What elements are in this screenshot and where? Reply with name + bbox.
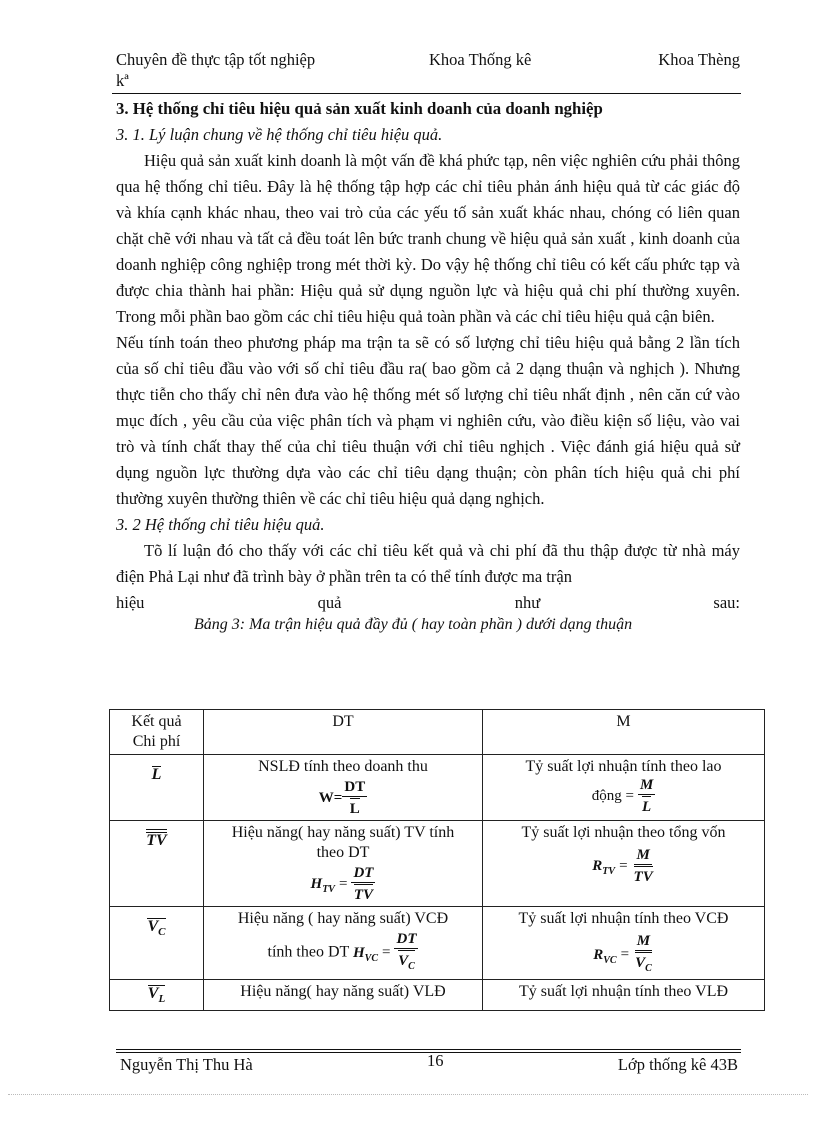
overbar-term: TV (354, 884, 373, 904)
paragraph-3: Tõ lí luận đó cho thấy với các chỉ tiêu kết quả và chi phí đã thu thập được từ nhà máy điện Phả Lại như đã trình bày ở phần trên ta có thể tính được ma trận (116, 541, 740, 586)
efficiency-matrix-table (109, 709, 765, 1011)
formula-lhs-symbol: H (310, 876, 323, 893)
dt-cell (204, 907, 483, 980)
fraction-numerator: DT (344, 779, 366, 795)
row-symbol (148, 985, 165, 1006)
m-cell (483, 821, 765, 907)
dt-description: Hiệu năng( hay năng suất) TV tính theo DT (231, 824, 455, 861)
row-symbol-cell (110, 755, 204, 821)
fraction-denominator (632, 865, 655, 886)
header-left: Chuyên đề thực tập tốt nghiệp (116, 50, 316, 69)
header-ket-qua: Kết quả (131, 713, 182, 730)
overbar-main: V (398, 953, 409, 969)
row-symbol-cell (110, 980, 204, 1011)
m-formula (487, 933, 760, 977)
m-cell (483, 907, 765, 980)
fraction-denominator (348, 797, 362, 818)
formula-fraction (638, 777, 655, 816)
formula-lhs (310, 876, 335, 896)
row-symbol-main: V (147, 918, 159, 935)
fraction-numerator: M (636, 933, 651, 949)
overbar-subscript: C (645, 963, 652, 974)
dt-description: Hiệu năng ( hay năng suất) VCĐ (237, 910, 449, 927)
footer-rule-top (116, 1049, 741, 1050)
overbar-term (398, 950, 415, 975)
header-dt: DT (204, 710, 483, 755)
fraction-denominator (396, 949, 417, 975)
page-number: 16 (427, 1051, 444, 1070)
formula-lhs-symbol: R (592, 858, 603, 875)
equals-sign: = (338, 876, 348, 893)
m-cell: Tỷ suất lợi nhuận tính theo VLĐ (483, 980, 765, 1011)
subsection-title-2: 3. 2 Hệ thống chỉ tiêu hiệu quả. (116, 515, 325, 534)
dt-description-2: tính theo DT (267, 943, 349, 961)
overbar-term (635, 952, 652, 977)
footer-author: Nguyễn Thị Thu Hà (120, 1055, 253, 1074)
overbar-subscript: C (408, 961, 415, 972)
paragraph-1: Hiệu quả sản xuất kinh doanh là một vấn đề khá phức tạp, nên việc nghiên cứu phải thông qua hệ thống chỉ tiêu. Đây là hệ thống tập hợp các chỉ tiêu phản ánh hiệu quả từ các giác độ và khía cạnh khác nhau, theo vai trò của các yếu tố sản xuất khác nhau, chóng có liên quan chặt chẽ với nhau và tất cả đều toát lên bức tranh chung về hiệu quả sản xuất , kinh doanh của doanh nghiệp công nghiệp trong mét thời kỳ. Do vậy hệ thống chỉ tiêu có kết cấu phức tạp và được chia thành hai phần: Hiệu quả sử dụng nguồn lực và hiệu quả chi phí thường xuyên. Trong mỗi phần bao gồm các chỉ tiêu hiệu quả toàn phần và các chỉ tiêu hiệu quả cận biên. (116, 151, 740, 326)
formula-lhs (592, 858, 616, 878)
formula-lhs-subscript: TV (322, 884, 335, 896)
overbar-term: L (642, 796, 651, 816)
table-header-row (110, 710, 765, 755)
header-right: Khoa Thèng (658, 50, 740, 69)
row-symbol-outer (146, 829, 166, 851)
formula-fraction (351, 865, 375, 904)
m-cell (483, 755, 765, 821)
formula-fraction (394, 931, 418, 975)
formula-lhs-symbol: H (353, 944, 365, 961)
table-row (110, 755, 765, 821)
section-title: 3. Hệ thống chỉ tiêu hiệu quả sản xuất kinh doanh của doanh nghiệp (116, 99, 603, 118)
header-wrap: kª (116, 71, 129, 90)
row-symbol-cell (110, 907, 204, 980)
formula-fraction (632, 847, 655, 886)
equals-sign: = (620, 946, 630, 963)
formula-lhs-subscript: VC (364, 952, 379, 964)
overbar-main: V (635, 955, 646, 971)
row-symbol-subscript: L (158, 993, 166, 1006)
fraction-denominator (633, 951, 654, 977)
fraction-numerator: DT (353, 865, 374, 881)
fraction-numerator: DT (396, 931, 417, 947)
m-description: Tỷ suất lợi nhuận tính theo VCĐ (518, 910, 729, 927)
fraction-numerator: M (636, 847, 650, 863)
row-symbol-cell (110, 821, 204, 907)
dt-cell: Hiệu năng( hay năng suất) VLĐ (204, 980, 483, 1011)
row-symbol: TV (146, 832, 167, 849)
page-bottom-dotted-line (8, 1094, 808, 1095)
header-center: Khoa Thống kê (429, 50, 532, 69)
document-body (116, 96, 740, 634)
m-description: Tỷ suất lợi nhuận tính theo lao (525, 758, 722, 775)
paragraph-2: Nếu tính toán theo phương pháp ma trận ta sẽ có số lượng chỉ tiêu hiệu quả bằng 2 lần tích của số chỉ tiêu đầu vào với số chỉ tiêu đầu ra( bao gồm cả 2 dạng thuận và nghịch ). Nhưng thực tiễn cho thấy chỉ nên đưa vào hệ thống mét số lượng chỉ tiêu nhất định , nên căn cứ vào mục đích , yêu cầu của việc phân tích và phạm vi nghiên cứu, vào điều kiện số liệu, vào vai trò và tính chất thay thế của chỉ tiêu thuận với chỉ tiêu nghịch . Việc đánh giá hiệu quả sử dụng nguồn lực thường dựa vào các chỉ tiêu dạng thuận; còn phân tích hiệu quả chi phí thường xuyên thường thiên về các chỉ tiêu hiệu quả dạng nghịch. (116, 333, 740, 508)
row-symbol-subscript: C (158, 926, 166, 939)
dt-formula (208, 779, 478, 818)
subsection-title-1: 3. 1. Lý luận chung về hệ thống chỉ tiêu hiệu quả. (116, 125, 443, 144)
header-corner-cell (110, 710, 204, 755)
overbar-term: TV (634, 866, 653, 886)
paragraph-3-last-line: hiệu quả như sau: (116, 593, 740, 612)
overbar-term: L (350, 798, 360, 818)
fraction-denominator (352, 883, 375, 904)
table-row (110, 821, 765, 907)
footer-class: Lớp thống kê 43B (617, 1055, 738, 1074)
formula-lhs-subscript: VC (603, 954, 617, 966)
formula-fraction (633, 933, 654, 977)
dt-cell (204, 755, 483, 821)
m-formula (487, 847, 760, 886)
m-description: Tỷ suất lợi nhuận theo tổng vốn (521, 824, 726, 841)
formula-lhs-subscript: TV (602, 866, 616, 878)
table-caption: Bảng 3: Ma trận hiệu quả đầy đủ ( hay toàn phần ) dưới dạng thuận (194, 616, 633, 633)
equals-sign: = (619, 858, 628, 875)
dt-description: NSLĐ tính theo doanh thu (258, 758, 428, 775)
page-footer (116, 1051, 740, 1077)
header-m: M (483, 710, 765, 755)
formula-prefix: động = (591, 788, 634, 805)
dt-formula (208, 865, 478, 904)
fraction-numerator: M (639, 777, 654, 793)
m-formula (487, 777, 760, 816)
table-row (110, 907, 765, 980)
dt-cell (204, 821, 483, 907)
formula-lhs (593, 946, 617, 966)
table-row (110, 980, 765, 1011)
formula-fraction (342, 779, 367, 818)
equals-sign: = (382, 944, 391, 961)
header-rule (112, 93, 741, 94)
fraction-denominator (640, 795, 653, 816)
header-chi-phi: Chi phí (132, 733, 181, 750)
formula-lhs-symbol: R (593, 946, 604, 963)
formula-lhs: W= (318, 790, 343, 807)
row-symbol (147, 918, 165, 939)
dt-formula (208, 931, 478, 975)
row-symbol-main: V (147, 985, 159, 1002)
formula-lhs (353, 944, 379, 964)
row-symbol: L (151, 766, 162, 783)
